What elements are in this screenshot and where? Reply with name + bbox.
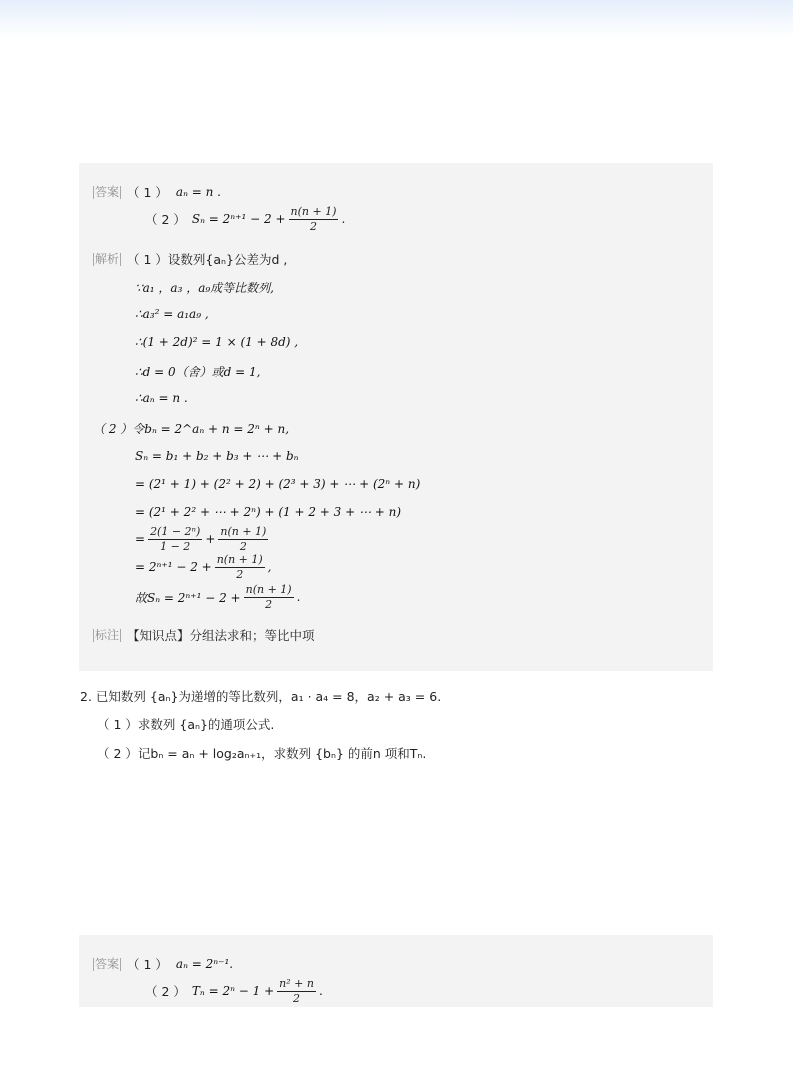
answer-formula: Tₙ = 2ⁿ − 1 + (191, 984, 275, 998)
fraction-numerator: n² + n (279, 977, 314, 990)
step-line: ∵a₁ ，a₃ ，a₉成等比数列, (135, 281, 274, 295)
fraction (289, 205, 339, 233)
answer-tag: 答案 (95, 956, 120, 971)
answer-formula: aₙ = 2ⁿ⁻¹. (175, 957, 234, 971)
derivation-fraction-line (135, 553, 272, 581)
part-number: （ 2 ） (145, 212, 186, 227)
fraction (148, 525, 202, 553)
step-line: ∴aₙ = n . (135, 391, 188, 405)
note-tag: 标注 (95, 627, 120, 642)
answer-formula: aₙ = n . (175, 185, 221, 199)
expression: = 2ⁿ⁺¹ − 2 + (135, 560, 212, 574)
derivation-line: = (2¹ + 2² + ⋯ + 2ⁿ) + (1 + 2 + 3 + ⋯ + n) (135, 505, 402, 519)
part2-intro-line (93, 420, 289, 437)
fraction-denominator: 2 (310, 220, 317, 233)
question-stem (80, 687, 441, 705)
derivation-line: = (2¹ + 1) + (2² + 2) + (2³ + 3) + ⋯ + (2ⁿ + n) (135, 477, 421, 491)
question-part-2 (97, 744, 426, 762)
punctuation: . (341, 212, 346, 226)
derivation-line: Sₙ = b₁ + b₂ + b₃ + ⋯ + bₙ (135, 449, 299, 463)
question-2-stem: 2. 已知数列 {aₙ}为递增的等比数列，a₁ · a₄ = 8，a₂ + a₃ = 6. (80, 689, 442, 704)
fraction-denominator: 1 − 2 (160, 540, 191, 553)
conclusion-line (135, 583, 300, 611)
expression: 故Sₙ = 2ⁿ⁺¹ − 2 + (135, 590, 241, 605)
analysis-text: （ 1 ）设数列{aₙ}公差为d , (127, 252, 288, 267)
fraction-numerator: n(n + 1) (245, 583, 292, 596)
answer-line-1 (93, 955, 233, 973)
answer-formula: Sₙ = 2ⁿ⁺¹ − 2 + (191, 212, 286, 226)
fraction-denominator: 2 (293, 992, 301, 1005)
answer-line-2 (145, 205, 345, 233)
question-part-1 (97, 715, 274, 733)
note-text: 【知识点】分组法求和；等比中项 (127, 628, 315, 643)
part-number: （ 1 ） (127, 185, 168, 200)
fraction (218, 525, 268, 553)
part-number: （ 1 ） (127, 957, 168, 972)
step-line: ∴a₃² = a₁a₉ , (135, 307, 209, 321)
step-line: ∴(1 + 2d)² = 1 × (1 + 8d) , (135, 335, 299, 349)
punctuation: . (296, 590, 301, 604)
part2-intro: （ 2 ）令bₙ = 2^aₙ + n = 2ⁿ + n, (93, 422, 290, 436)
step-line: ∴d = 0（舍）或d = 1, (135, 365, 261, 379)
header-band (0, 0, 793, 40)
equals-sign: = (135, 532, 146, 546)
question-2-part-2: （ 2 ）记bₙ = aₙ + log₂aₙ₊₁，求数列 {bₙ} 的前n 项和Tₙ. (97, 746, 427, 761)
fraction-numerator: n(n + 1) (216, 553, 263, 566)
analysis-intro-line (93, 250, 287, 268)
fraction (244, 583, 294, 611)
answer-tag: 答案 (95, 184, 120, 199)
analysis-tag: 解析 (95, 251, 120, 266)
fraction-denominator: 2 (236, 568, 244, 581)
question-2-part-1: （ 1 ）求数列 {aₙ}的通项公式. (97, 717, 275, 732)
fraction-denominator: 2 (239, 540, 247, 553)
fraction (277, 977, 316, 1005)
punctuation: , (267, 560, 272, 574)
answer-line-1 (93, 183, 221, 201)
answer-line-2 (145, 977, 323, 1005)
fraction-numerator: n(n + 1) (220, 525, 267, 538)
part-number: （ 2 ） (145, 984, 186, 999)
note-line (93, 626, 315, 644)
plus-sign: + (205, 532, 216, 546)
fraction-denominator: 2 (265, 598, 273, 611)
derivation-fraction-line (135, 525, 271, 553)
fraction-numerator: 2(1 − 2ⁿ) (150, 525, 201, 538)
punctuation: . (318, 984, 323, 998)
fraction-numerator: n(n + 1) (290, 205, 337, 218)
fraction (215, 553, 265, 581)
